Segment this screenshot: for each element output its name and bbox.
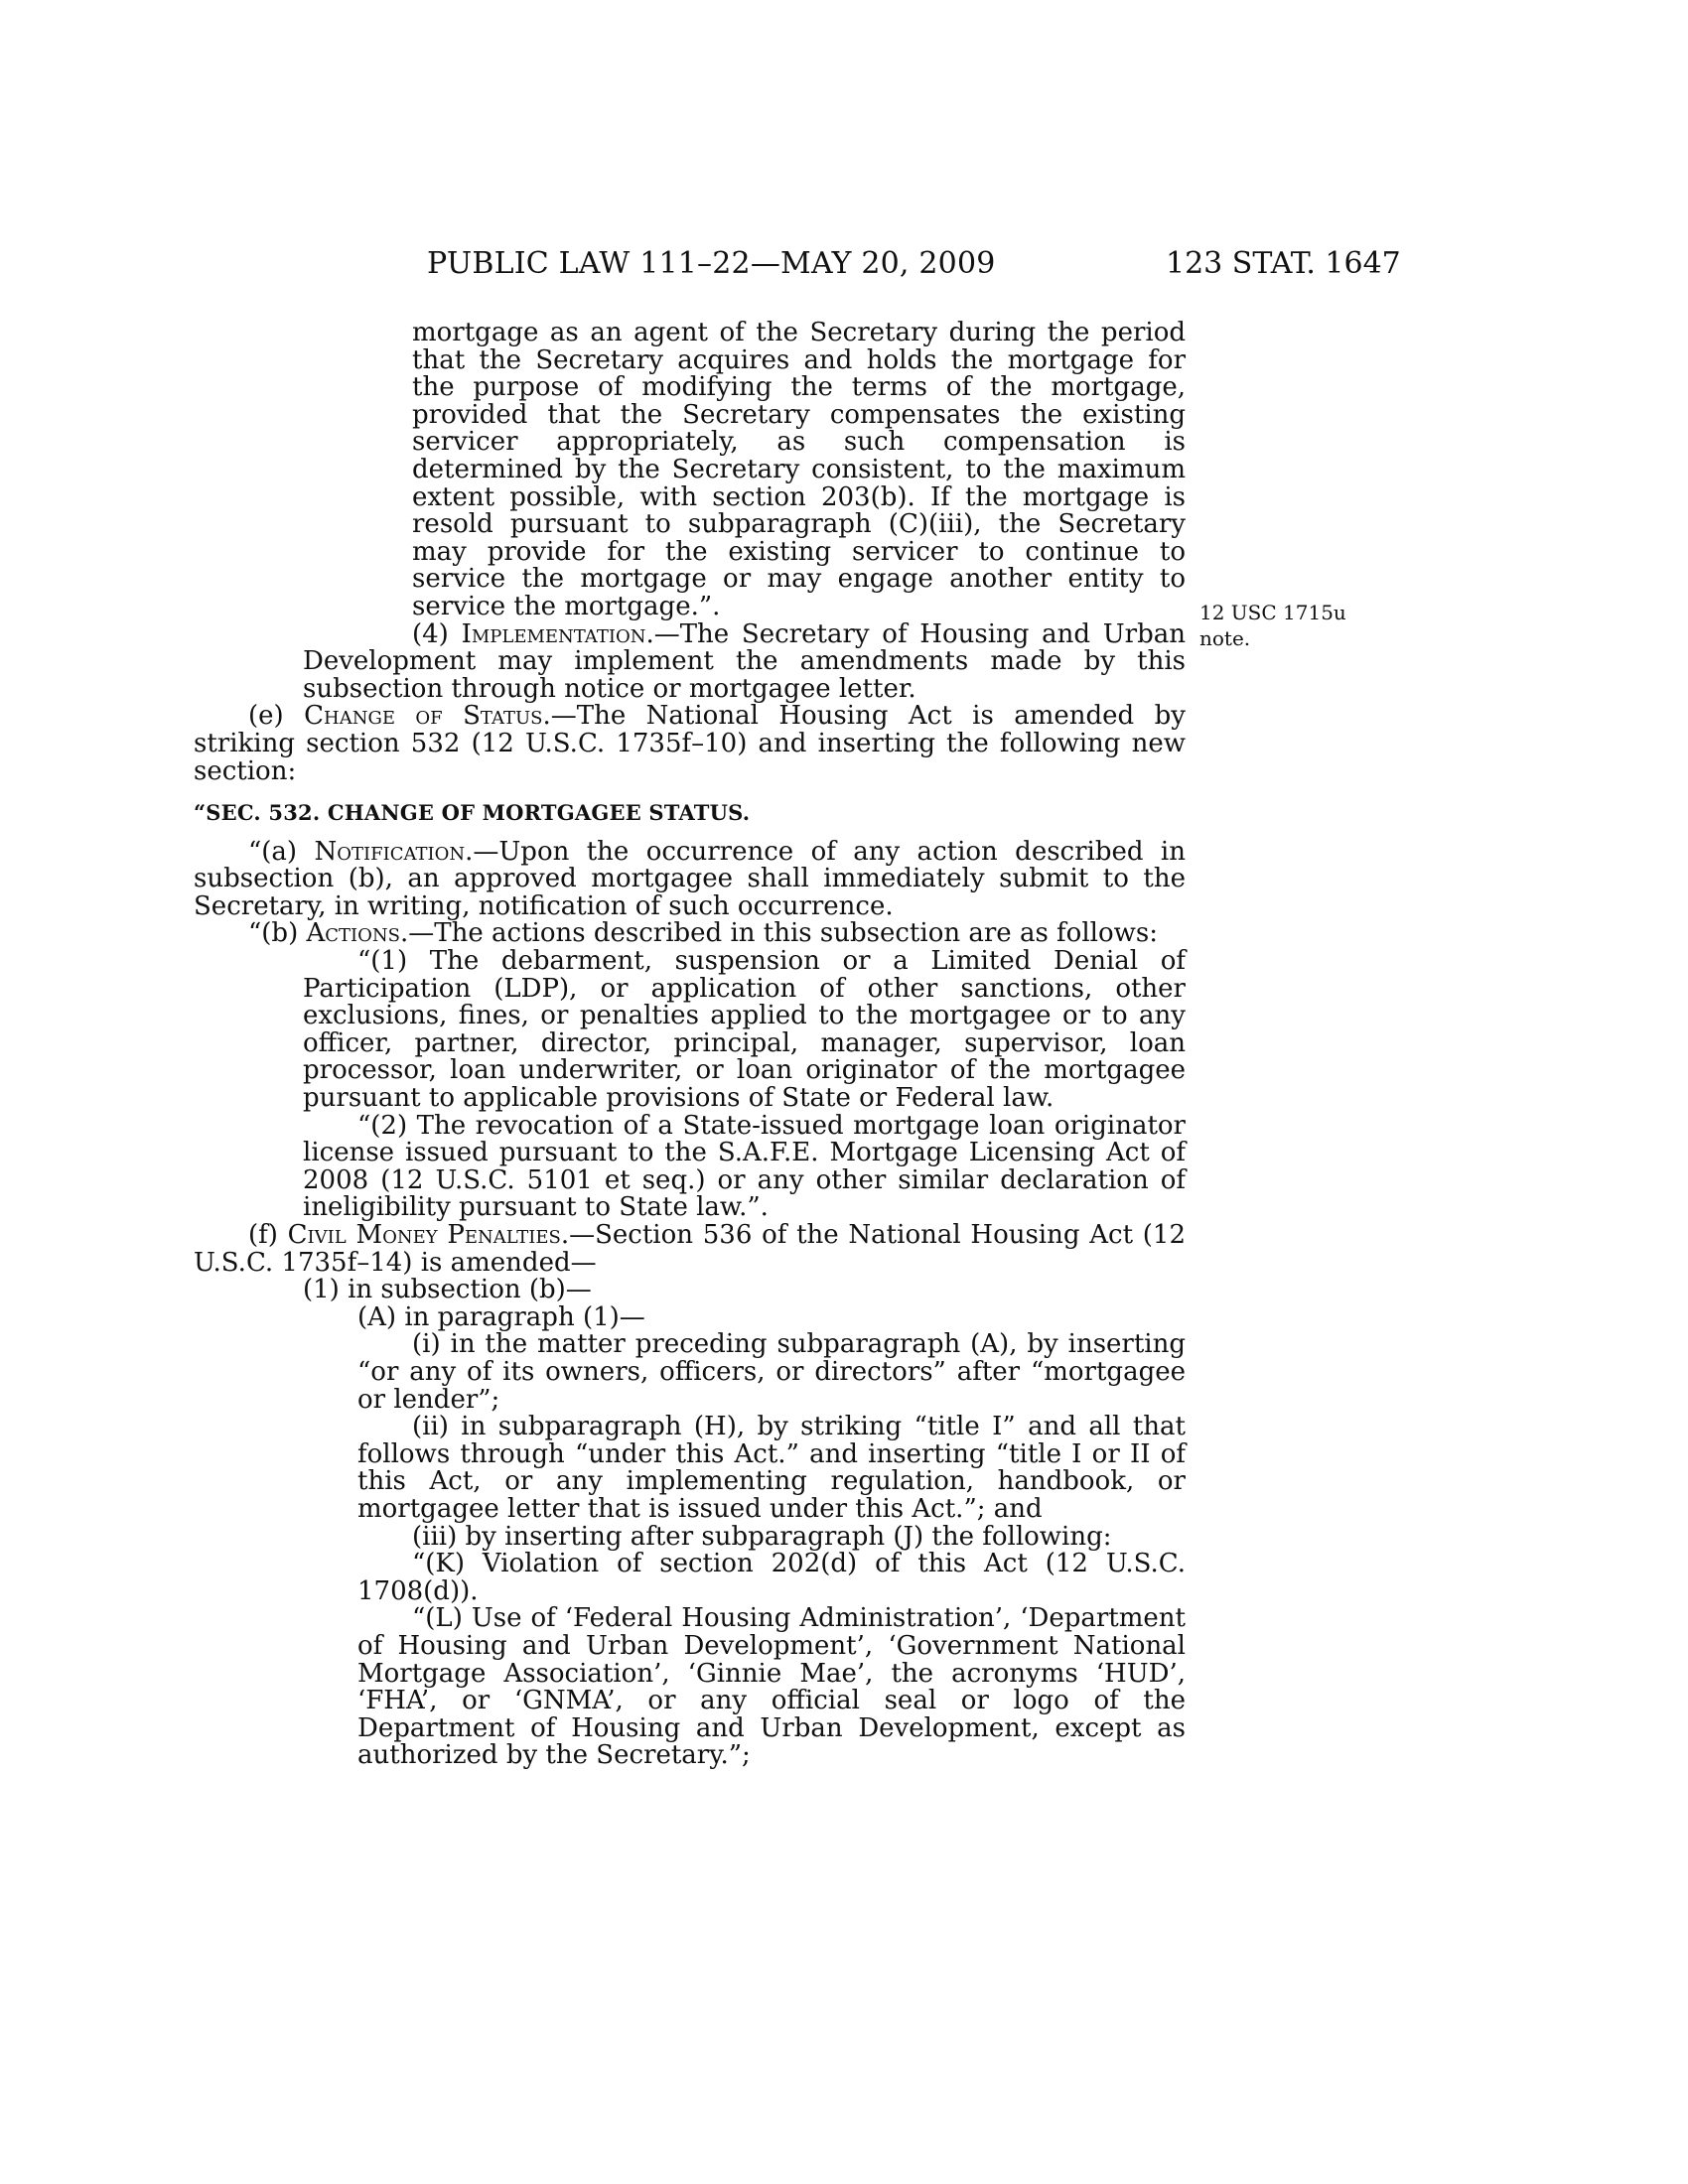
paragraph-actions [194,920,1186,948]
paragraph-label: (f) [248,1220,288,1250]
paragraph-implementation [303,618,1187,704]
paragraph-caption: Civil Money Penalties [287,1220,561,1250]
paragraph-caption: Actions [306,918,401,949]
paragraph-notification [194,836,1186,921]
paragraph-paragraph-1: (A) in paragraph (1)— [357,1301,645,1332]
paragraph-caption: Implementation [461,618,646,649]
paragraph-text: .—Section 536 of the National Housing Act (12 U.S.C. 1735f–14) is amended— [194,1220,1186,1278]
paragraph-subparagraph-l: “(L) Use of ‘Federal Housing Administration’, ‘Department of Housing and Urban Development’, ‘Government National Mortgage Association’, ‘Ginnie Mae’, the acronyms ‘HUD’, ‘FHA’, or ‘GNMA’, or any official seal or logo of the Department of Housing and Urban Development, except as authorized by the Secretary.”; [357,1603,1186,1771]
paragraph-change-of-status [194,703,1186,785]
margin-note [1199,600,1346,651]
paragraph-caption: Notification [314,836,466,867]
paragraph-label: (4) [412,618,462,649]
paragraph-text: .—Upon the occurrence of any action described in subsection (b), an approved mortgagee shall immediately submit to the Secretary, in writing, notification of such occurrence. [194,836,1186,921]
paragraph-label: (e) [248,701,305,732]
paragraph-action-1: “(1) The debarment, suspension or a Limited Denial of Participation (LDP), or application of other sanctions, other exclusions, fines, or penalties applied to the mortgagee or to any officer, partner, director, principal, manager, supervisor, loan processor, loan underwriter, or loan originator of the mortgagee pursuant to applicable provisions of State or Federal law. [303,946,1186,1114]
paragraph-clause-iii: (iii) by inserting after subparagraph (J) the following: [412,1521,1112,1552]
section-heading: “SEC. 532. CHANGE OF MORTGAGEE STATUS. [194,800,751,826]
paragraph-subsection-b: (1) in subsection (b)— [303,1275,592,1305]
paragraph-continuation: mortgage as an agent of the Secretary during the period that the Secretary acquires and holds the mortgage for the purpose of modifying the terms of the mortgage, provided that the Secretary compensates the existing servicer appropriately, as such compensation is determined by the Secretary consistent, to the maximum extent possible, with section 203(b). If the mortgage is resold pursuant to subparagraph (C)(iii), the Secretary may provide for the existing servicer to continue to service the mortgage or may engage another entity to service the mortgage.”. [412,318,1186,621]
document-body [194,318,1187,1771]
page-header-stat: 123 STAT. 1647 [1166,246,1401,281]
paragraph-caption: Change of Status [304,701,543,732]
paragraph-civil-money-penalties [194,1222,1186,1277]
paragraph-clause-i: (i) in the matter preceding subparagraph (A), by inserting “or any of its owners, officers, or directors” after “mortgagee or lender”; [357,1329,1186,1415]
paragraph-label: “(a) [248,836,315,867]
paragraph-action-2: “(2) The revocation of a State-issued mortgage loan originator license issued pursuant to the S.A.F.E. Mortgage Licensing Act of 2008 (12 U.S.C. 5101 et seq.) or any other similar declaration of ineligibility pursuant to State law.”. [303,1110,1186,1223]
paragraph-text: .—The National Housing Act is amended by striking section 532 (12 U.S.C. 1735f–10) and inserting the following new section: [194,701,1186,786]
paragraph-subparagraph-k: “(K) Violation of section 202(d) of this Act (12 U.S.C. 1708(d)). [357,1549,1186,1606]
margin-note-citation: 12 USC 1715u [1199,601,1346,624]
margin-note-suffix: note. [1199,626,1251,650]
paragraph-clause-ii: (ii) in subparagraph (H), by striking “title I” and all that follows through “under this Act.” and inserting “title I or II of this Act, or any implementing regulation, handbook, or mortgagee letter that is issued under this Act.”; and [357,1412,1186,1524]
page-header-title: PUBLIC LAW 111–22—MAY 20, 2009 [427,246,996,281]
paragraph-text: .—The actions described in this subsection are as follows: [400,918,1158,949]
paragraph-text: .—The Secretary of Housing and Urban Development may implement the amendments made by this subsection through notice or mortgagee letter. [303,618,1187,704]
paragraph-label: “(b) [248,918,307,949]
